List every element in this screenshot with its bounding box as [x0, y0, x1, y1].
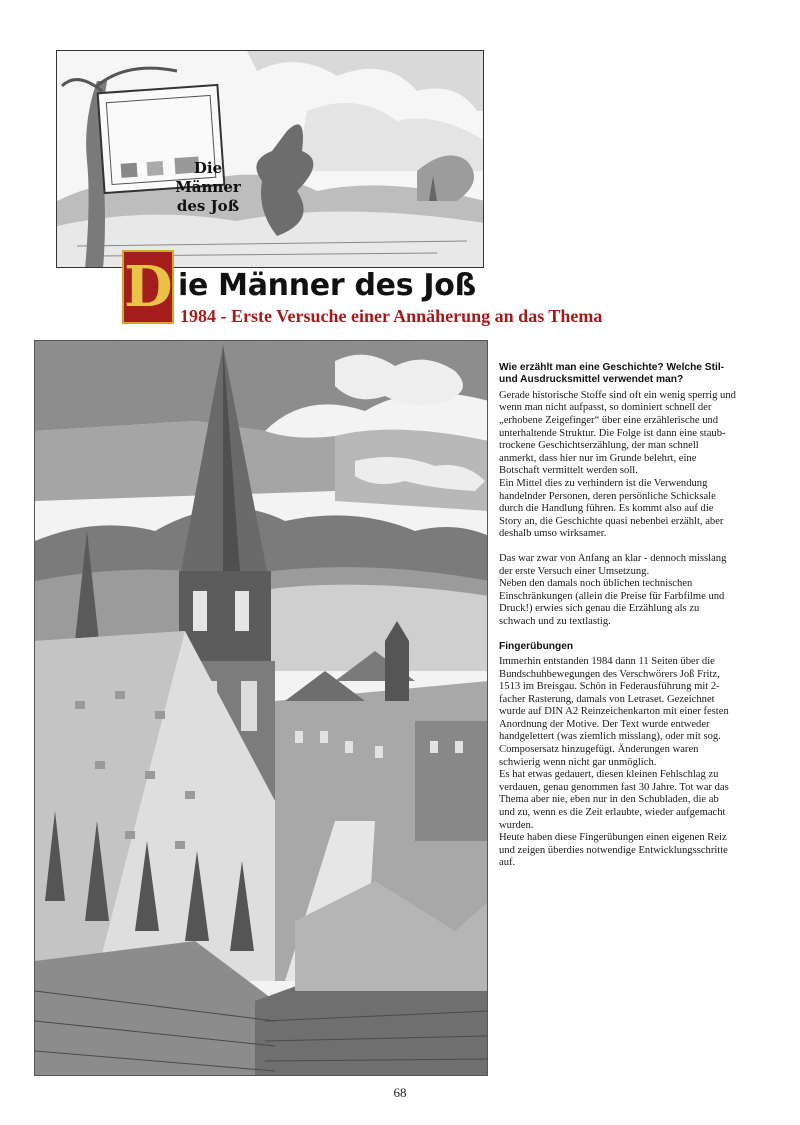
article-paragraph-5: Immerhin entstanden 1984 dann 11 Seiten über die Bundschuhbewegungen des Verschwörers Joß Fritz, 1513 im Breisgau. Schön in Federausführung mit 2-facher Rasterung, damals von Letraset. Gezeichnet wurde auf DIN A2 Reinzeichenkarton mit einer festen Anordnung der Motive. Der Text wurde entweder handgelettert (was ziemlich misslang), oder mit sog. Composersatz hinzugefügt. Änderungen waren schwierig wenn nicht gar unmöglich.: [499, 655, 729, 768]
paragraph-spacer: [499, 541, 737, 553]
article-paragraph-6: Es hat etwas gedauert, diesen kleinen Fehlschlag zu verdauen, genau genommen fast 30 Jahre. Tot war das Thema aber nie, eben nur in den Schubladen, die ab und zu, wenn es die Zeit erlaubte, wieder aufgemacht wurden.: [499, 769, 729, 831]
article-heading-2: Fingerübungen: [499, 640, 574, 652]
paragraph-spacer: [499, 629, 737, 641]
banner-sign-text: [160, 159, 256, 216]
main-illustration: [34, 340, 488, 1076]
article-paragraph-2: Ein Mittel dies zu verhindern ist die Verwendung handelnder Personen, deren persönliche Schicksale durch die Handlung führen. Es kommt also auf die Story an, die Geschichte quasi nebenbei erzählt, aber deshalb umso wirksamer.: [499, 477, 724, 540]
page-title: ie Männer des Joß: [178, 268, 476, 303]
article-column: [499, 362, 737, 870]
banner-sign-line1: Die Männer: [175, 159, 241, 196]
article-paragraph-4: Neben den damals noch üblichen technischen Einschränkungen (allein die Preise für Farbfilme und Druck!) erwies sich genau die Erzählung als zu schwach und zu textlastig.: [499, 578, 725, 627]
article-paragraph-3: Das war zwar von Anfang an klar - dennoch misslang der erste Versuch einer Umsetzung.: [499, 552, 727, 577]
article-heading-1: Wie erzählt man eine Geschichte? Welche Stil- und Ausdrucksmittel verwendet man?: [499, 362, 725, 386]
title-block: [122, 250, 682, 330]
page-number: 68: [393, 1085, 407, 1100]
banner-drawing: [57, 51, 484, 268]
page-subtitle: 1984 - Erste Versuche einer Annäherung an das Thema: [180, 306, 603, 326]
banner-sign-line2: des Joß: [176, 197, 240, 215]
article-paragraph-1: Gerade historische Stoffe sind oft ein wenig sperrig und wenn man nicht aufpasst, so dominiert schnell der „erhobene Zeigefinger“ über eine erzählerische und unterhaltende Struktur. Die Folge ist dann eine staub-trockene Geschichtserzählung, der man schnell anmerkt, dass hier nur im Grunde belehrt, eine Botschaft vermittelt werden soll.: [499, 389, 736, 477]
article-paragraph-7: Heute haben diese Fingerübungen einen eigenen Reiz und zeigen überdies notwendige Entwicklungsschritte auf.: [499, 832, 728, 869]
town-drawing: [35, 341, 488, 1076]
drop-cap: D: [122, 250, 174, 324]
banner-illustration: [56, 50, 484, 268]
